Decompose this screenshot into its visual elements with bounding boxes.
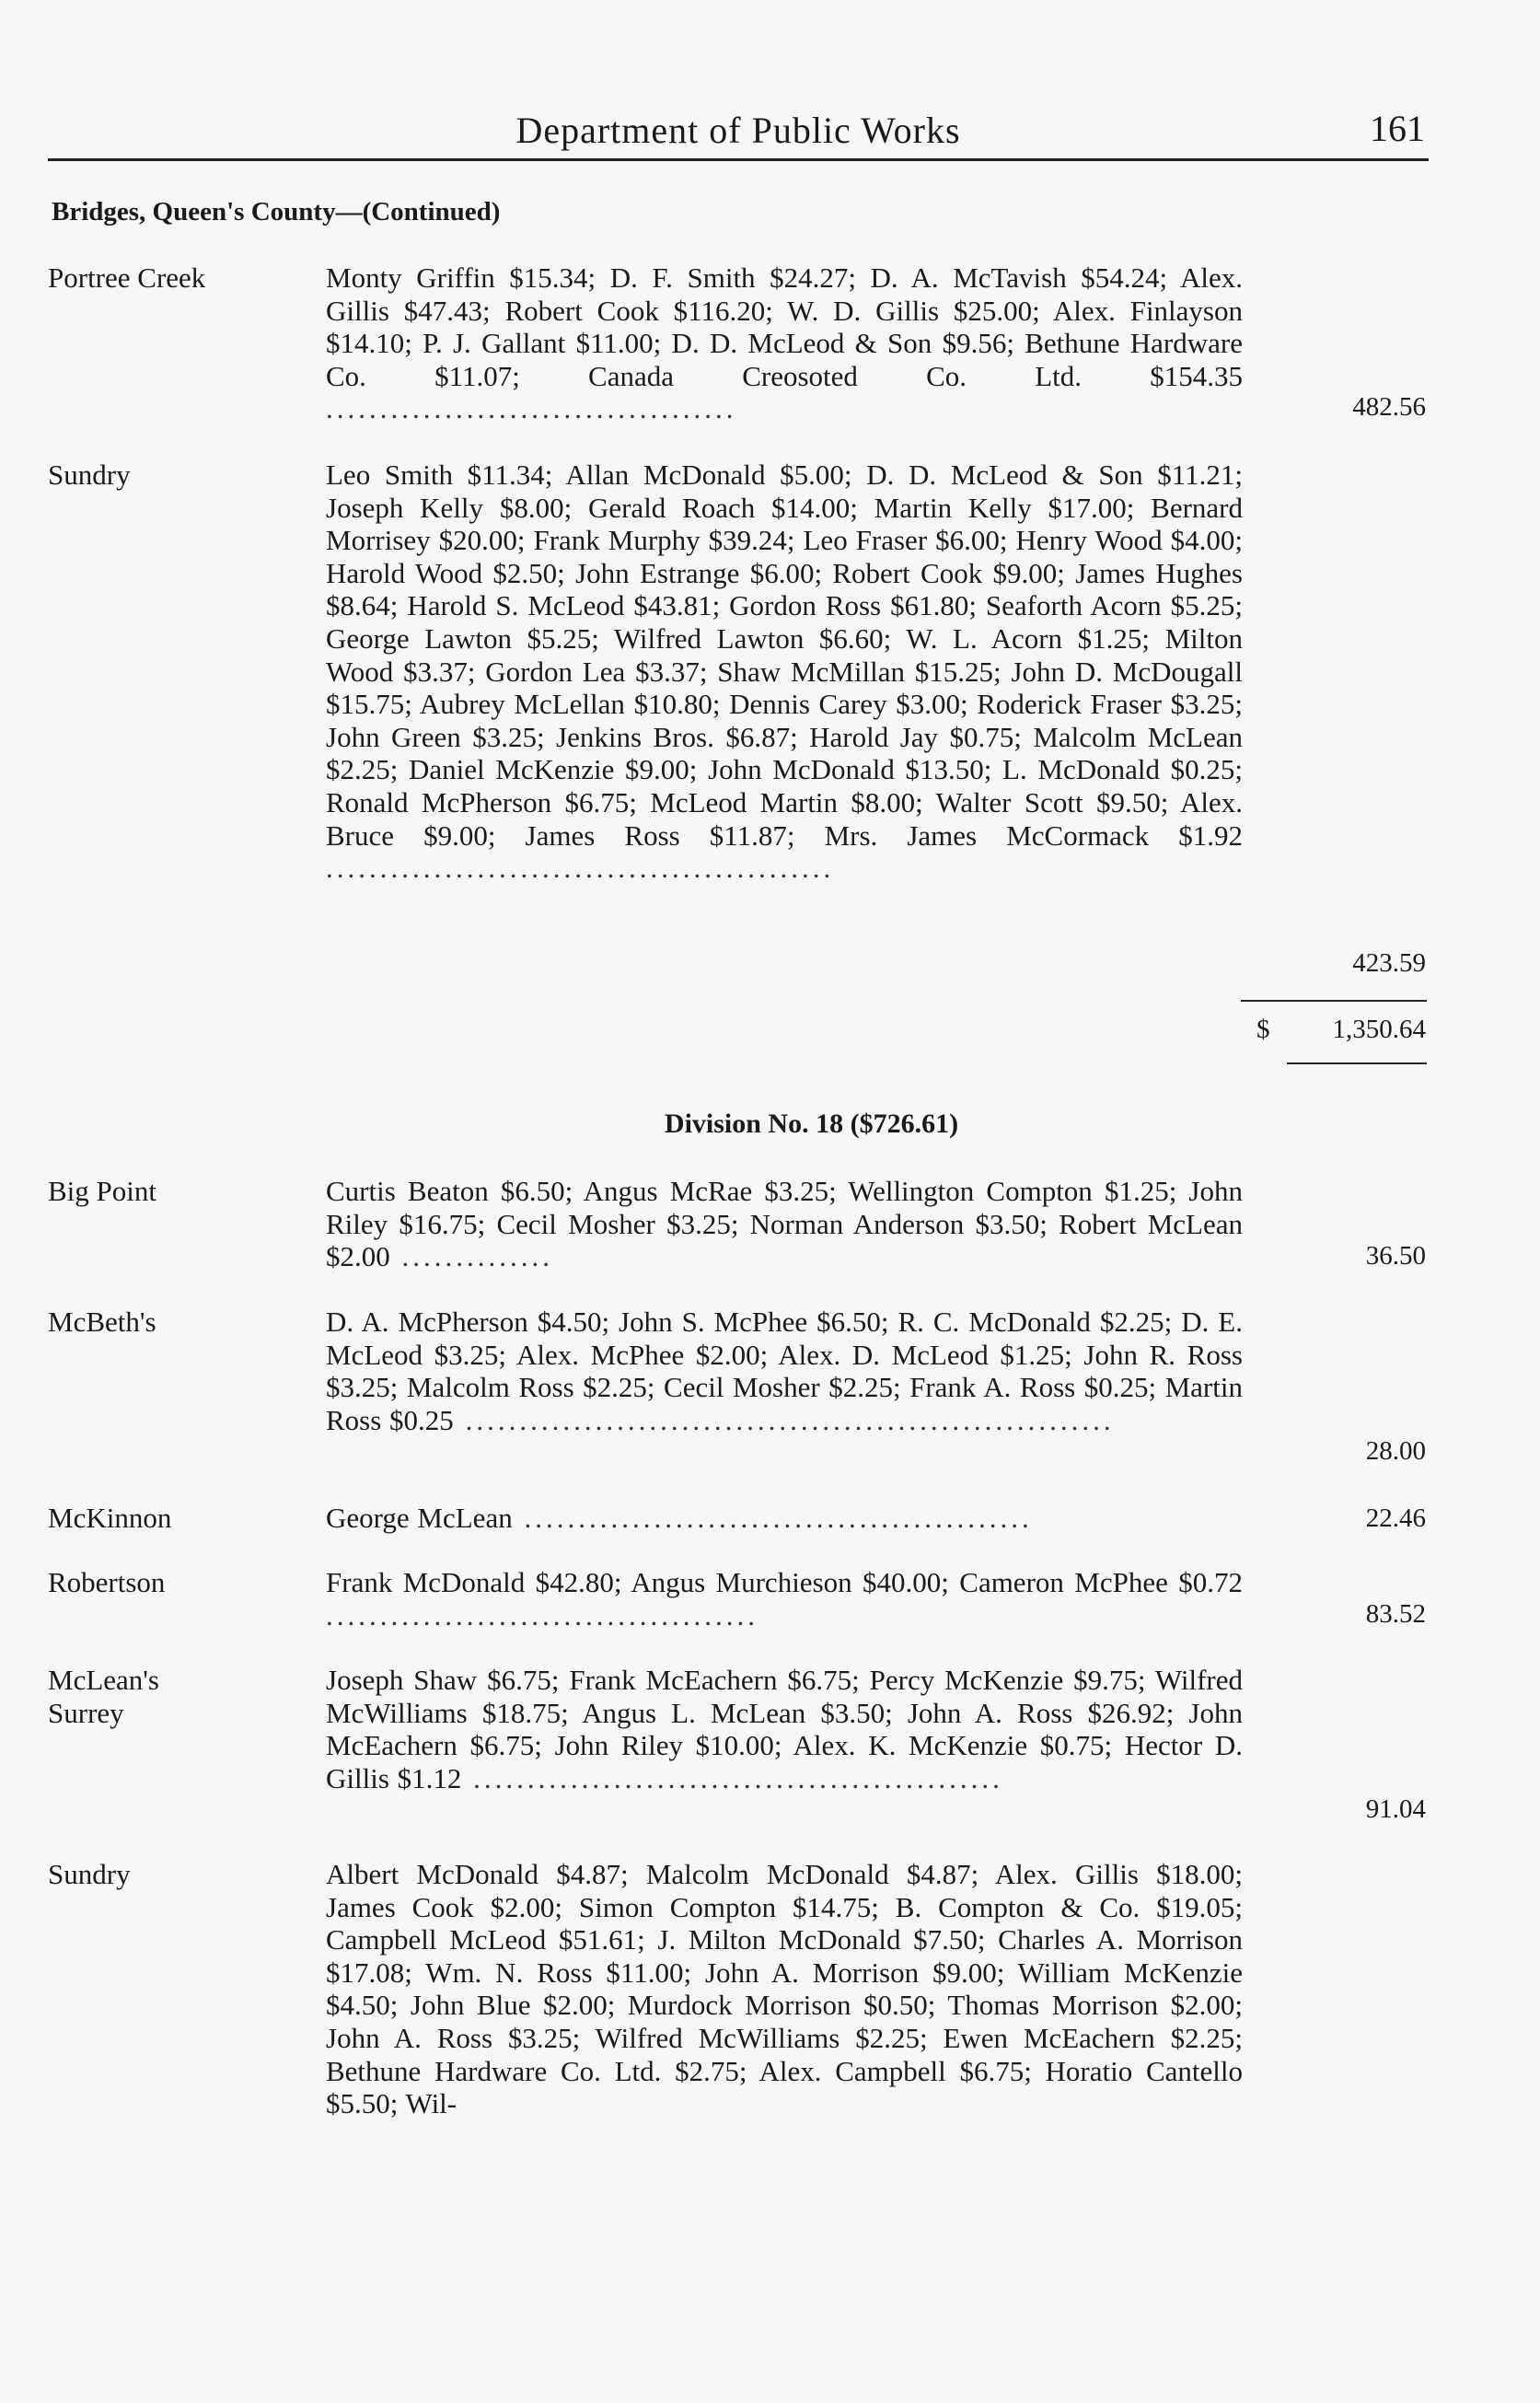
entry-text [326,1566,1243,1631]
entry-name: Sundry [48,459,131,491]
entry-name: Portree Creek [48,261,206,294]
dot-leader: ...................................... [326,392,737,425]
entry-text [326,1306,1243,1436]
entry-name: Sundry [48,1858,131,1890]
page-number: 161 [1370,108,1425,149]
entry-amount: 423.59 [1352,948,1426,978]
entry-name: McKinnon [48,1502,172,1534]
total-value: 1,350.64 [1332,1015,1426,1044]
total-currency: $ [1256,1015,1270,1044]
entry-text [326,1858,1243,2120]
entry-payees: Albert McDonald $4.87; Malcolm McDonald $4.87; Alex. Gillis $18.00; James Cook $2.00; Simon Compton $14.75; B. Compton & Co. $19.05; Campbell McLeod $51.61; J. Milton McDonald $7.50; Charles A. Morrison $17.08; Wm. N. Ross $11.00; John A. Morrison $9.00; William McKenzie $4.50; John Blue $2.00; Murdock Morrison $0.50; Thomas Morrison $2.00; John A. Ross $3.25; Wilfred McWilliams $2.25; Ewen McEachern $2.25; Bethune Hardware Co. Ltd. $2.75; Alex. Campbell $6.75; Horatio Cantello $5.50; Wil- [326,1858,1243,2120]
total-row [0,1000,1540,1064]
dot-leader: ............................................................ [453,1403,1115,1436]
dot-leader: ............................................... [512,1502,1033,1534]
dot-leader: .............. [389,1240,553,1273]
entry-payees: Curtis Beaton $6.50; Angus McRae $3.25; Wellington Compton $1.25; John Riley $16.75; Cecil Mosher $3.25; Norman Anderson $3.50; Robert McLean $2.00 [326,1175,1243,1273]
entry-name: Robertson [48,1566,166,1598]
section-heading: Bridges, Queen's County—(Continued) [52,197,501,226]
entry-text [326,1175,1243,1273]
entry-payees: George McLean [326,1502,513,1534]
entry-payees: Leo Smith $11.34; Allan McDonald $5.00; D. D. McLeod & Son $11.21; Joseph Kelly $8.00; Gerald Roach $14.00; Martin Kelly $17.00; Bernard Morrisey $20.00; Frank Murphy $39.24; Leo Fraser $6.00; Henry Wood $4.00; Harold Wood $2.50; John Estrange $6.00; Robert Cook $9.00; James Hughes $8.64; Harold S. McLeod $43.81; Gordon Ross $61.80; Seaforth Acorn $5.25; George Lawton $5.25; Wilfred Lawton $6.60; W. L. Acorn $1.25; Milton Wood $3.37; Gordon Lea $3.37; Shaw McMillan $15.25; John D. McDougall $15.75; Aubrey McLellan $10.80; Dennis Carey $3.00; Roderick Fraser $3.25; John Green $3.25; Jenkins Bros. $6.87; Harold Jay $0.75; Malcolm McLean $2.25; Daniel McKenzie $9.00; John McDonald $13.50; L. McDonald $0.25; Ronald McPherson $6.75; McLeod Martin $8.00; Walter Scott $9.50; Alex. Bruce $9.00; James Ross $11.87; Mrs. James McCormack $1.92 [326,459,1243,852]
entry-text [326,1664,1243,1794]
entry-payees: Monty Griffin $15.34; D. F. Smith $24.27; D. A. McTavish $54.24; Alex. Gillis $47.43; Robert Cook $116.20; W. D. Gillis $25.00; Alex. Finlayson $14.10; P. J. Gallant $11.00; D. D. McLeod & Son $9.56; Bethune Hardware Co. $11.07; Canada Creosoted Co. Ltd. $154.35 [326,261,1243,392]
entry-name: Big Point [48,1175,157,1207]
entry-amount: 22.46 [1365,1503,1426,1533]
total-rule-bottom [1287,1062,1427,1064]
entry-payees: Joseph Shaw $6.75; Frank McEachern $6.75; Percy McKenzie $9.75; Wilfred McWilliams $18.75; Angus L. McLean $3.50; John A. Ross $26.92; John McEachern $6.75; John Riley $10.00; Alex. K. McKenzie $0.75; Hector D. Gillis $1.12 [326,1664,1243,1794]
entry-name: McLean's Surrey [48,1664,159,1729]
entry-amount: 482.56 [1352,392,1426,422]
entry-amount: 36.50 [1365,1241,1426,1271]
entry-text [326,1502,1243,1535]
entry-amount: 83.52 [1365,1599,1426,1629]
total-rule-top [1241,1000,1427,1002]
entry-payees: D. A. McPherson $4.50; John S. McPhee $6.50; R. C. McDonald $2.25; D. E. McLeod $3.25; Alex. McPhee $2.00; Alex. D. McLeod $1.25; John R. Ross $3.25; Malcolm Ross $2.25; Cecil Mosher $2.25; Frank A. Ross $0.25; Martin Ross $0.25 [326,1306,1243,1436]
running-header [48,103,1429,161]
dot-leader: ................................................. [461,1761,1003,1794]
entry-amount: 91.04 [1365,1794,1426,1824]
division-heading: Division No. 18 ($726.61) [664,1109,959,1139]
entry-text [326,459,1243,885]
entry-amount: 28.00 [1365,1436,1426,1466]
entry-payees: Frank McDonald $42.80; Angus Murchieson $40.00; Cameron McPhee $0.72 [326,1566,1243,1598]
entry-text [326,261,1243,425]
dot-leader: ............................................... [326,852,835,885]
dot-leader: ........................................ [326,1598,758,1631]
entry-name: McBeth's [48,1306,156,1338]
running-title: Department of Public Works [515,110,961,151]
